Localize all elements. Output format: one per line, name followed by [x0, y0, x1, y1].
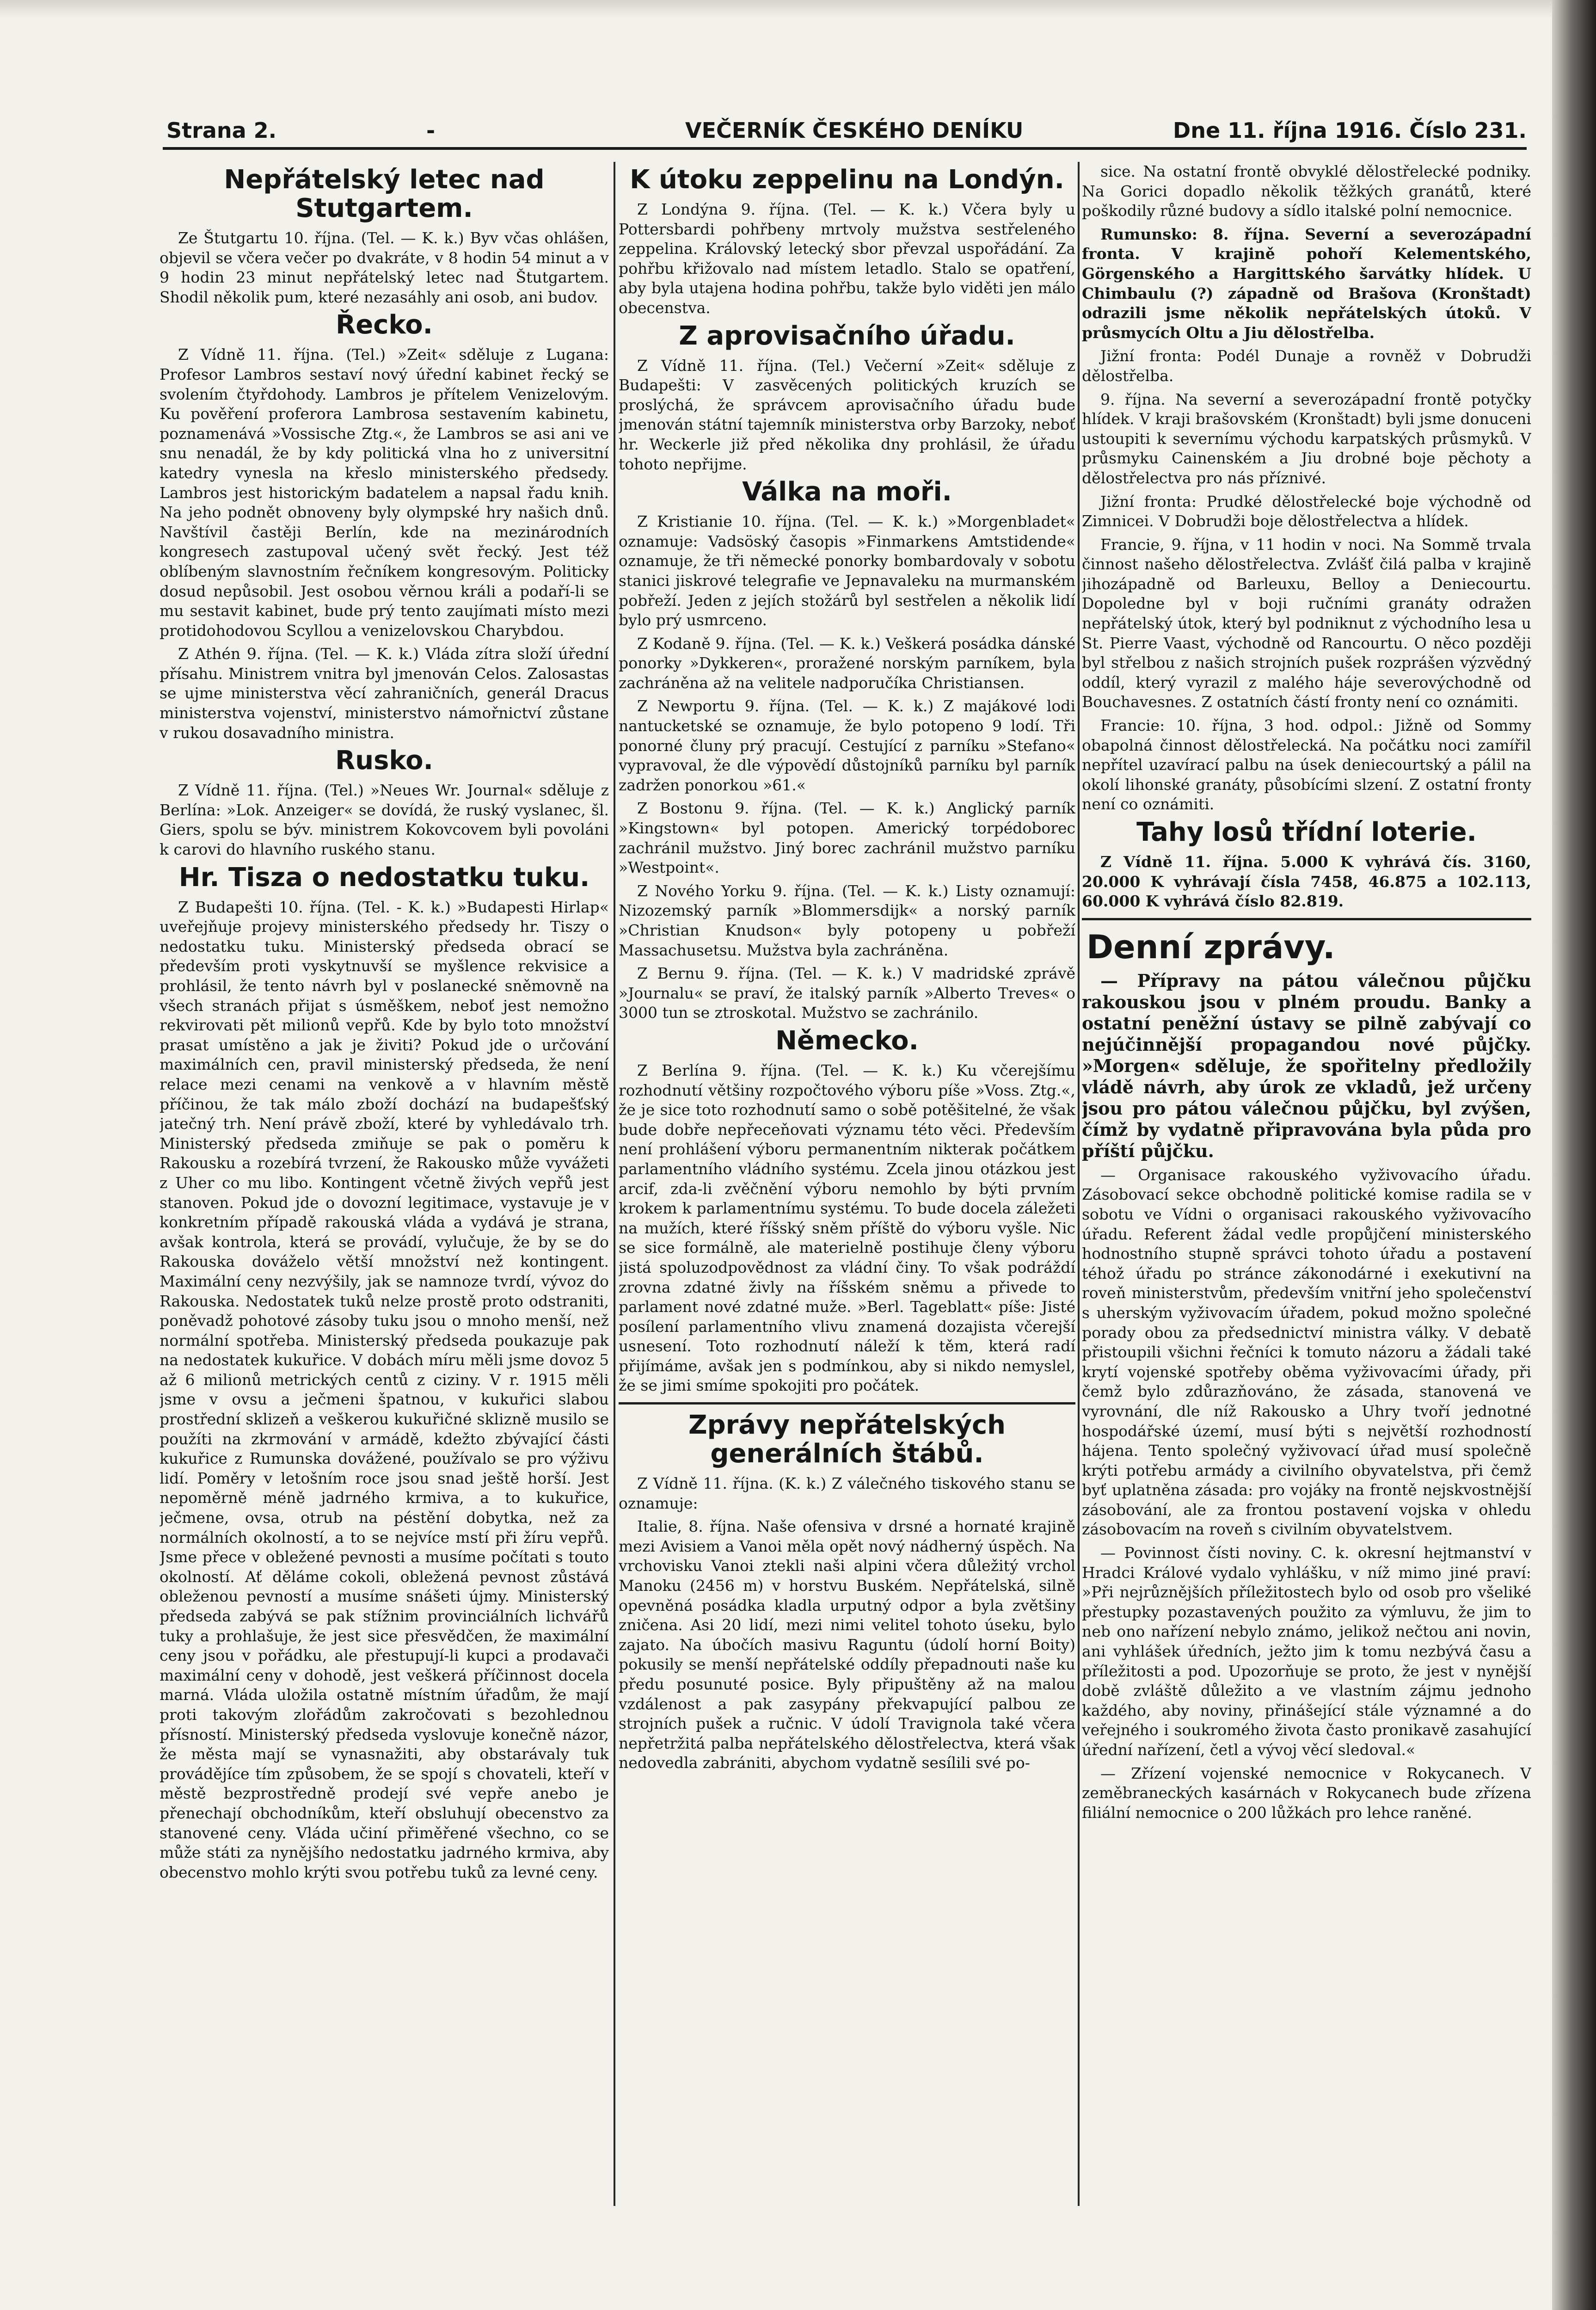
article-paragraph: — Povinnost čísti noviny. C. k. okresní hejtmanství v Hradci Králové vydalo vyhlášku, v níž mimo jiné praví: »Při nejrůznějších příležitostech bylo od osob pro všeliké přestupky pozastavených použito za výmluvu, že jim to neb ono nařízení nebylo známo, jelikož nečtou ani novin, ani vyhlášek úředních, ježto jim k tomu nezbývá času a příležitosti a pod. Upozorňuje se proto, že jest v nynější době zvláště důležito a ve vlastním zájmu jednoho každého, aby noviny, přinášející stále významné a do veřejného i soukromého života často pronikavě zasahující úřední nařízení, četl a vývoj věcí sledoval.«	[1082, 1544, 1531, 1759]
page-number: Strana 2.	[166, 118, 277, 143]
article-title: Tahy losů třídní loterie.	[1136, 817, 1477, 847]
column-2	[619, 162, 1075, 2215]
article-paragraph: Z Vídně 11. října. (Tel.) Večerní »Zeit« sděluje z Budapešti: V zasvěcených politických kruzích se proslýchá, že správcem aprovisačního úřadu bude jmenován státní tajemník ministerstva orby Barzoky, neboť hr. Weckerle již před několika dny prohlásil, že úřadu tohoto nepřijme.	[619, 356, 1075, 473]
article-paragraph: 9. října. Na severní a severozápadní frontě potyčky hlídek. V kraji brašovském (Kronštadt) byli jsme donuceni ustoupiti k severnímu východu karpatských průsmyků. V průsmyku Cainenském a Jiu drobné boje pěchoty a dělostřelectva pro nás příznivé.	[1082, 390, 1531, 487]
article-paragraph: Z Vídně 11. října. (Tel.) »Neues Wr. Journal« sděluje z Berlína: »Lok. Anzeiger« se dovídá, že ruský vyslanec, šl. Giers, spolu se býv. ministrem Kokovcovem byli povoláni k carovi do hlavního ruského stanu.	[160, 781, 609, 859]
article-paragraph: Z Athén 9. října. (Tel. — K. k.) Vláda zítra složí úřední přísahu. Ministrem vnitra byl jmenován Celos. Zalosastas se ujme ministerstva věcí zahraničních, generál Dracus ministerstva vojenství, ministerstvo námořnictví zůstane v rukou dosavadního ministra.	[160, 645, 609, 742]
article-paragraph: Ze Štutgartu 10. října. (Tel. — K. k.) Byv včas ohlášen, objevil se včera večer po dvakráte, v 8 hodin 54 minut a v 9 hodin 23 minut nepřátelský letec nad Štutgartem. Shodil několik pum, které nezasáhly ani osob, ani budov.	[160, 229, 609, 306]
article-paragraph: Z Budapešti 10. října. (Tel. - K. k.) »Budapesti Hirlap« uveřejňuje projevy ministerského předsedy hr. Tiszy o nedostatku tuku. Ministerský předseda obrací se především proti vyskytnuvší se myšlence rekvisice a prohlásil, že tento návrh byl v poslanecké sněmovně na všech stranách přijat s úsměškem, neboť jest nemožno rekvirovati pět milionů vepřů. Kde by bylo toto množství prasat umístěno a jak je živiti? Pokud jde o určování maximálních cen, pravil ministerský předseda, že není relace mezi cenami na venkově a v hlavním městě příčinou, že tak málo zboží dochází na budapešťský jatečný trh. Není právě zboží, které by vyhledávalo trh. Ministerský předseda zmiňuje se pak o poměru k Rakousku a rozebírá tvrzení, že Rakousko může vyvážeti z Uher co mu libo. Kontingent včetně živých vepřů jest stanoven. Pokud jde o dovozní legitimace, vystavuje je v konkretním případě rakouská vláda a vydává je strana, avšak kontrola, která se provádí, vylučuje, že by se do Rakouska dováželo větší množství než kontingent. Maximální ceny nezvýšily, jak se namnoze tvrdí, vývoz do Rakouska. Nedostatek tuků nelze prostě proto odstraniti, poněvadž pohotové zásoby tuku jsou o mnoho menší, než normální spotřeba. Ministerský předseda poukazuje pak na nedostatek kukuřice. V dobách míru měli jsme dovoz 5 až 6 milionů metrických centů z ciziny. V r. 1915 měli jsme v ovsu a ječmeni špatnou, v kukuřici slabou prostřední sklizeň a veškerou kukuřičné sklizně musilo se použíti na zkrmování v armádě, kdežto zbývající části kukuřice z Rumunska dovážené, používalo se pro výživu lidí. Poměry v letošním roce jsou snad ještě horší. Jest nepoměrně méně jadrného krmiva, a to kukuřice, ječmene, ovsa, otrub na péstění dobytka, než za normálních okolností, a to se nejvíce mstí při žíru vepřů. Jsme přece v obležené pevnosti a musíme počítati s touto okolností. Ať děláme cokoli, obležená pevnost zůstává obleženou pevností a musíme snášeti újmy. Ministerský předseda zabývá se pak stížnim provinciálních lichvářů tuky a prohlašuje, že jest sice přesvědčen, že maximální ceny jsou v pořádku, ale přestupují-li kupci a prodavači maximální ceny v dohodě, jest veškerá příčinnost docela marná. Vláda uložila ostatně místním úřadům, že mají proti takovým zlořádům zakročovati s bezohlednou přísností. Ministerský předseda vyslovuje konečně názor, že města mají se vynasnažiti, aby obstarávaly tuk provádějíce tím způsobem, že se spojí s chovateli, kteří v městě bezprostředně prodejí své vepře anebo je přenechají obchodníkům, kteří obsluhují obecenstvo za stanovené ceny. Vláda učiní přiměřené všechno, co se může státi za nynějšího nedostatku jadrného krmiva, aby obecenstvo mohlo krýti svou potřebu tuků za levné ceny.	[160, 898, 609, 1881]
article-title: Řecko.	[336, 310, 433, 340]
article-paragraph: Z Bernu 9. října. (Tel. — K. k.) V madridské zprávě »Journalu« se praví, že italský parník »Alberto Treves« o 3000 tun se ztroskotal. Mužstvo se zachránilo.	[619, 964, 1075, 1022]
section-title: Denní zprávy.	[1087, 928, 1335, 966]
article-paragraph: Jižní fronta: Podél Dunaje a rovněž v Dobrudži dělostřelba.	[1082, 347, 1531, 385]
article-title: Německo.	[775, 1025, 919, 1056]
article-title: Rusko.	[335, 745, 433, 776]
article-title: Nepřátelský letec nad Stutgartem.	[224, 165, 545, 223]
article-title: Z aprovisačního úřadu.	[679, 320, 1015, 351]
article-paragraph: sice. Na ostatní frontě obvyklé dělostřelecké podniky. Na Gorici dopadlo několik těžkých granátů, které poškodily různé budovy a sídlo italské polní nemocnice.	[1082, 162, 1531, 220]
header-dash: -	[426, 118, 436, 143]
section-divider	[1082, 918, 1531, 920]
article-paragraph: Z Nového Yorku 9. října. (Tel. — K. k.) Listy oznamují: Nizozemský parník »Blommersdijk« a norský parník »Christian Knudson« byly potopeny u pobřeží Massachusetsu. Mužstva byla zachráněna.	[619, 881, 1075, 959]
article-paragraph: Z Vídně 11. října. (K. k.) Z válečného tiskového stanu se oznamuje:	[619, 1474, 1075, 1512]
section-divider	[619, 1402, 1075, 1404]
article-paragraph: Z Berlína 9. října. (Tel. — K. k.) Ku včerejšímu rozhodnutí většiny rozpočtového výboru píše »Voss. Ztg.«, že je sice toto rozhodnutí samo o sobě potěšitelné, že však bude dobře nepřeceňovati významu této věci. Především není prohlášení výboru permanentním nikterak počátkem parlamentního vládního systému. Zcela jinou otázkou jest arcif, zda-li zvěčnění výboru nemohlo by býti prvním krokem k parlamentnímu systému. To bude docela záležeti na mužích, které říšský sněm příště do výboru vyšle. Nic se sice formálně, ale materielně postihuje členy výboru jistá spoluzodpovědnost za vládní činy. To však podráždí zrovna zdatné živly na říšském sněmu a přivede to parlament nové zdatné muže. »Berl. Tageblatt« píše: Jisté posílení parlamentního vlivu znamená dozajista včerejší usnesení. Toto rozhodnutí náleží k těm, která radí přijímáme, avšak jen s podmínkou, aby si nikdo nemyslel, že se jimi smíme spokojiti pro počátek.	[619, 1061, 1075, 1395]
article-paragraph: Z Kodaně 9. října. (Tel. — K. k.) Veškerá posádka dánské ponorky »Dykkeren«, proražené norským parníkem, byla zachráněna až na velitele nadporučíka Christiansen.	[619, 634, 1075, 692]
article-paragraph: Francie, 9. října, v 11 hodin v noci. Na Sommě trvala činnost našeho dělostřelectva. Zvlášť čilá palba v krajině jihozápadně od Barleuxu, Belloy a Deniecourtu. Dopoledne byl v boji ručními granáty odražen nepřátelský útok, který byl podniknut z východního lesa u St. Pierre Vaast, východně od Rancourtu. O něco později byl střelbou z našich strojních pušek rozprášen výzvědný oddíl, který vyrazil z malého háje severovýchodně od Bouchavesnes. Z ostatních částí fronty není co oznámiti.	[1082, 535, 1531, 711]
article-title: Válka na moři.	[742, 477, 952, 507]
column-rule-2	[1078, 162, 1080, 2206]
page-header	[163, 118, 1527, 147]
issue-date-number: Dne 11. října 1916. Číslo 231.	[1173, 118, 1527, 143]
column-3	[1082, 162, 1531, 2215]
article-paragraph: — Přípravy na pátou válečnou půjčku rakouskou jsou v plném proudu. Banky a ostatní peněžní ústavy se pilně zabývají co nejúčinnější propagandou nové půjčky. »Morgen« sděluje, že spořitelny předložily vládě návrh, aby úrok ze vkladů, jež určeny jsou pro pátou válečnou půjčku, byl zvýšen, čímž by vydatně připravována byla půda pro příští půjčku.	[1082, 970, 1531, 1161]
article-paragraph: Z Kristianie 10. října. (Tel. — K. k.) »Morgenbladet« oznamuje: Vadsöský časopis »Finmarkens Amtstidende« oznamuje, že tři německé ponorky bombardovaly v sobotu stanici jiskrové telegrafie ve Jepnavaleku na murmanském pobřeží. Jeden z jejích stožárů byl sestřelen a několik lidí bylo prý usmrceno.	[619, 512, 1075, 629]
article-title: Hr. Tisza o nedostatku tuku.	[178, 862, 590, 893]
article-paragraph: Z Londýna 9. října. (Tel. — K. k.) Včera byly u Pottersbardi pohřbeny mrtvoly mužstva sestřeleného zeppelina. Královský letecký sbor převzal uspořádání. Za pohřbu křižovalo nad místem letadlo. Stalo se opatření, aby byla utajena hodina pohřbu, takže bylo viděti jen málo obecenstva.	[619, 200, 1075, 317]
header-rule	[163, 147, 1527, 150]
article-paragraph: — Organisace rakouského vyživovacího úřadu. Zásobovací sekce obchodně politické komise radila se v sobotu ve Vídni o organisaci rakouského vyživovacího úřadu. Referent žádal vedle propůjčení ministerského hodnostního stupně správci tohoto úřadu a postavení téhož úřadu po stránce zákonodárné i exekutivní na roveň ministerstvům, především vnitřní jeho společenství s uherským vyživovacím úřadem, pokud možno společné porady obou za předsednictví ministra války. V debatě přistoupili všichni řečníci k tomuto názoru a žádali také krytí vojenské spotřeby oběma vyživovacími úřady, při čemž bylo zdůrazňováno, že zásada, stanovená ve vyrovnání, dle níž Rakousko a Uhry tvoří jednotné hospodářské území, musí býti s největší rozhodností hájena. Tento společný vyživovací úřad musí společně krýti potřebu armády a civilního obyvatelstva, při čemž byť uplatněna zásada: pro vojáky na frontě nejskvostnější zásobování, ale za frontou postavení vojska v ohledu zásobovacím na roveň s civilním obyvatelstvem.	[1082, 1165, 1531, 1539]
article-paragraph: Italie, 8. října. Naše ofensiva v drsné a hornaté krajině mezi Avisiem a Vanoi měla opět nový nádherný úspěch. Na vrchovisku Vanoi ztekli naši alpini včera důležitý vrchol Manoku (2456 m) v horstvu Buském. Nepřátelská, silně opevněná posádka kladla urputný odpor a byla zvětšiny zničena. Asi 20 lidí, mezi nimi velitel tohoto úseku, bylo zajato. Na úbočích masivu Raguntu (údolí horní Boity) pokusily se menší nepřátelské oddíly přepadnouti naše ku předu posunuté posice. Byly připuštěny až na malou vzdálenost a pak zasypány překvapující palbou ze strojních pušek a ručnic. V údolí Travignola také včera nepřetržitá palba nepřátelského dělostřelectva, která však nedovedla zabrániti, abychom vydatně sesílili své po-	[619, 1517, 1075, 1772]
article-paragraph: — Zřízení vojenské nemocnice v Rokycanech. V zeměbraneckých kasárnách v Rokycanech bude zřízena filiální nemocnice o 200 lůžkách pro lehce raněné.	[1082, 1764, 1531, 1822]
article-paragraph: Z Vídně 11. října. 5.000 K vyhrává čís. 3160, 20.000 K vyhrávají čísla 7458, 46.875 a 102.113, 60.000 K vyhrává číslo 82.819.	[1082, 853, 1531, 911]
scan-right-edge	[1552, 0, 1596, 2310]
column-1	[160, 162, 609, 2215]
article-paragraph: Rumunsko: 8. října. Severní a severozápadní fronta. V krajině pohoří Kelementského, Görgenského a Hargittského šarvátky hlídek. U Chimbaulu (?) západně od Brašova (Kronštadt) odrazili jsme několik nepřátelských útoků. V průsmycích Oltu a Jiu dělostřelba.	[1082, 225, 1531, 342]
article-title: K útoku zeppelinu na Londýn.	[630, 165, 1064, 195]
column-rule-1	[614, 162, 615, 2206]
newspaper-title: VEČERNÍK ČESKÉHO DENÍKU	[685, 118, 1024, 143]
article-paragraph: Z Newportu 9. října. (Tel. — K. k.) Z majákové lodi nantucketské se oznamuje, že bylo potopeno 9 lodí. Tři ponorné čluny prý pracují. Cestující z parníku »Stefano« vypravoval, že dle výpovědí důstojníků parníku byl parník zadržen ponorkou »61.«	[619, 697, 1075, 794]
article-paragraph: Francie: 10. října, 3 hod. odpol.: Jižně od Sommy obapolná činnost dělostřelecká. Na počátku noci zamířil nepřítel uzavírací palbu na úsek deniecourtský a pálil na okolí lihonské granáty, působícími slzení. Z ostatní fronty není co oznámiti.	[1082, 716, 1531, 813]
article-paragraph: Z Vídně 11. října. (Tel.) »Zeit« sděluje z Lugana: Profesor Lambros sestaví nový úřední kabinet řecký se svolením čtyřdohody. Lambros je přítelem Venizelovým. Ku pověření proferora Lambrosa sestavením kabinetu, poznamenává »Vossische Ztg.«, že Lambros se asi ani ve snu nenadál, že by kdy politická vlna ho z universitní katedry vynesla na křeslo ministerského předsedy. Lambros jest historickým badatelem a napsal řadu knih. Na jeho podnět obnoveny byly olympské hry našich dnů. Navštívil častěji Berlín, kde na mezinárodních kongresech zastupoval učený svět řecký. Jest též oblíbeným slavnostním řečníkem kongresovým. Politicky dosud nepůsobil. Jest osobou věrnou králi a podaří-li se mu sestavit kabinet, bude prý tento zaujímati místo mezi protidohodovou Scyllou a venizelovskou Charybdou.	[160, 345, 609, 640]
article-paragraph: Jižní fronta: Prudké dělostřelecké boje východně od Zimnicei. V Dobrudži boje dělostřelectva a hlídek.	[1082, 492, 1531, 530]
scan-top-edge	[0, 0, 1596, 18]
article-title: Zprávy nepřátelských generálních štábů.	[688, 1410, 1006, 1469]
article-paragraph: Z Bostonu 9. října. (Tel. — K. k.) Anglický parník »Kingstown« byl potopen. Americký torpédoborec zachránil mužstvo. Jiný borec zachránil mužstvo parníku »Westpoint«.	[619, 799, 1075, 877]
